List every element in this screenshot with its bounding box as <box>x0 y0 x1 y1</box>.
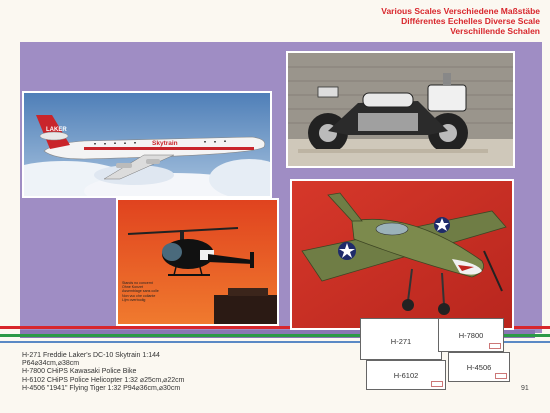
model-list <box>22 352 185 393</box>
assembly-caption <box>122 281 159 302</box>
list-item: H-271 Freddie Laker's DC-10 Skytrain 1:144 <box>22 352 160 359</box>
box-h271 <box>360 318 442 360</box>
box-corner-mark <box>495 373 507 379</box>
box-label: H-271 <box>390 337 412 346</box>
police-bike-illustration <box>288 53 513 166</box>
caption-line: Non vuc che coliante <box>122 293 156 298</box>
header-line-2: Différentes Echelles Diverse Scale <box>401 16 540 26</box>
box-label: H-4506 <box>466 363 492 372</box>
box-corner-mark <box>489 343 501 349</box>
list-item: H-7800 CHiPS Kawasaki Police Bike <box>22 368 137 376</box>
caption-line: Assemblage sans colle <box>122 289 159 294</box>
dc10-illustration <box>24 93 270 196</box>
list-item: P64⌀34cm,⌀38cm <box>22 360 80 368</box>
box-corner-mark <box>431 381 443 387</box>
laker-logo: LAKER <box>46 127 67 133</box>
caption-line: Stands no concemt <box>122 281 153 285</box>
list-item: H-4506 "1941" Flying Tiger 1:32 P94⌀36cm,⌀30cm <box>22 384 181 392</box>
flying-tiger-photo <box>290 179 514 330</box>
list-item: H-6102 CHiPS Police Helicopter 1:32 ⌀25cm,⌀22cm <box>22 376 185 384</box>
header-line-3: Verschillende Schalen <box>450 26 540 36</box>
box-h7800 <box>438 318 504 352</box>
box-label: H-7800 <box>458 331 484 340</box>
dc10-photo <box>22 91 272 198</box>
box-label: H-6102 <box>393 371 419 380</box>
flying-tiger-illustration <box>292 181 512 328</box>
police-helicopter-photo <box>116 198 279 326</box>
caption-line: Ohne Konzet <box>122 285 143 290</box>
skytrain-logo: Skytrain <box>152 140 178 147</box>
police-helicopter-illustration <box>118 200 277 324</box>
page-header <box>381 6 540 36</box>
header-line-1: Various Scales Verschiedene Maßstäbe <box>381 6 540 16</box>
police-bike-photo <box>286 51 515 168</box>
box-h6102 <box>366 360 446 390</box>
box-h4506 <box>448 352 510 382</box>
caption-line: Lijm overbodig <box>122 297 146 302</box>
page-number: 91 <box>521 385 529 392</box>
